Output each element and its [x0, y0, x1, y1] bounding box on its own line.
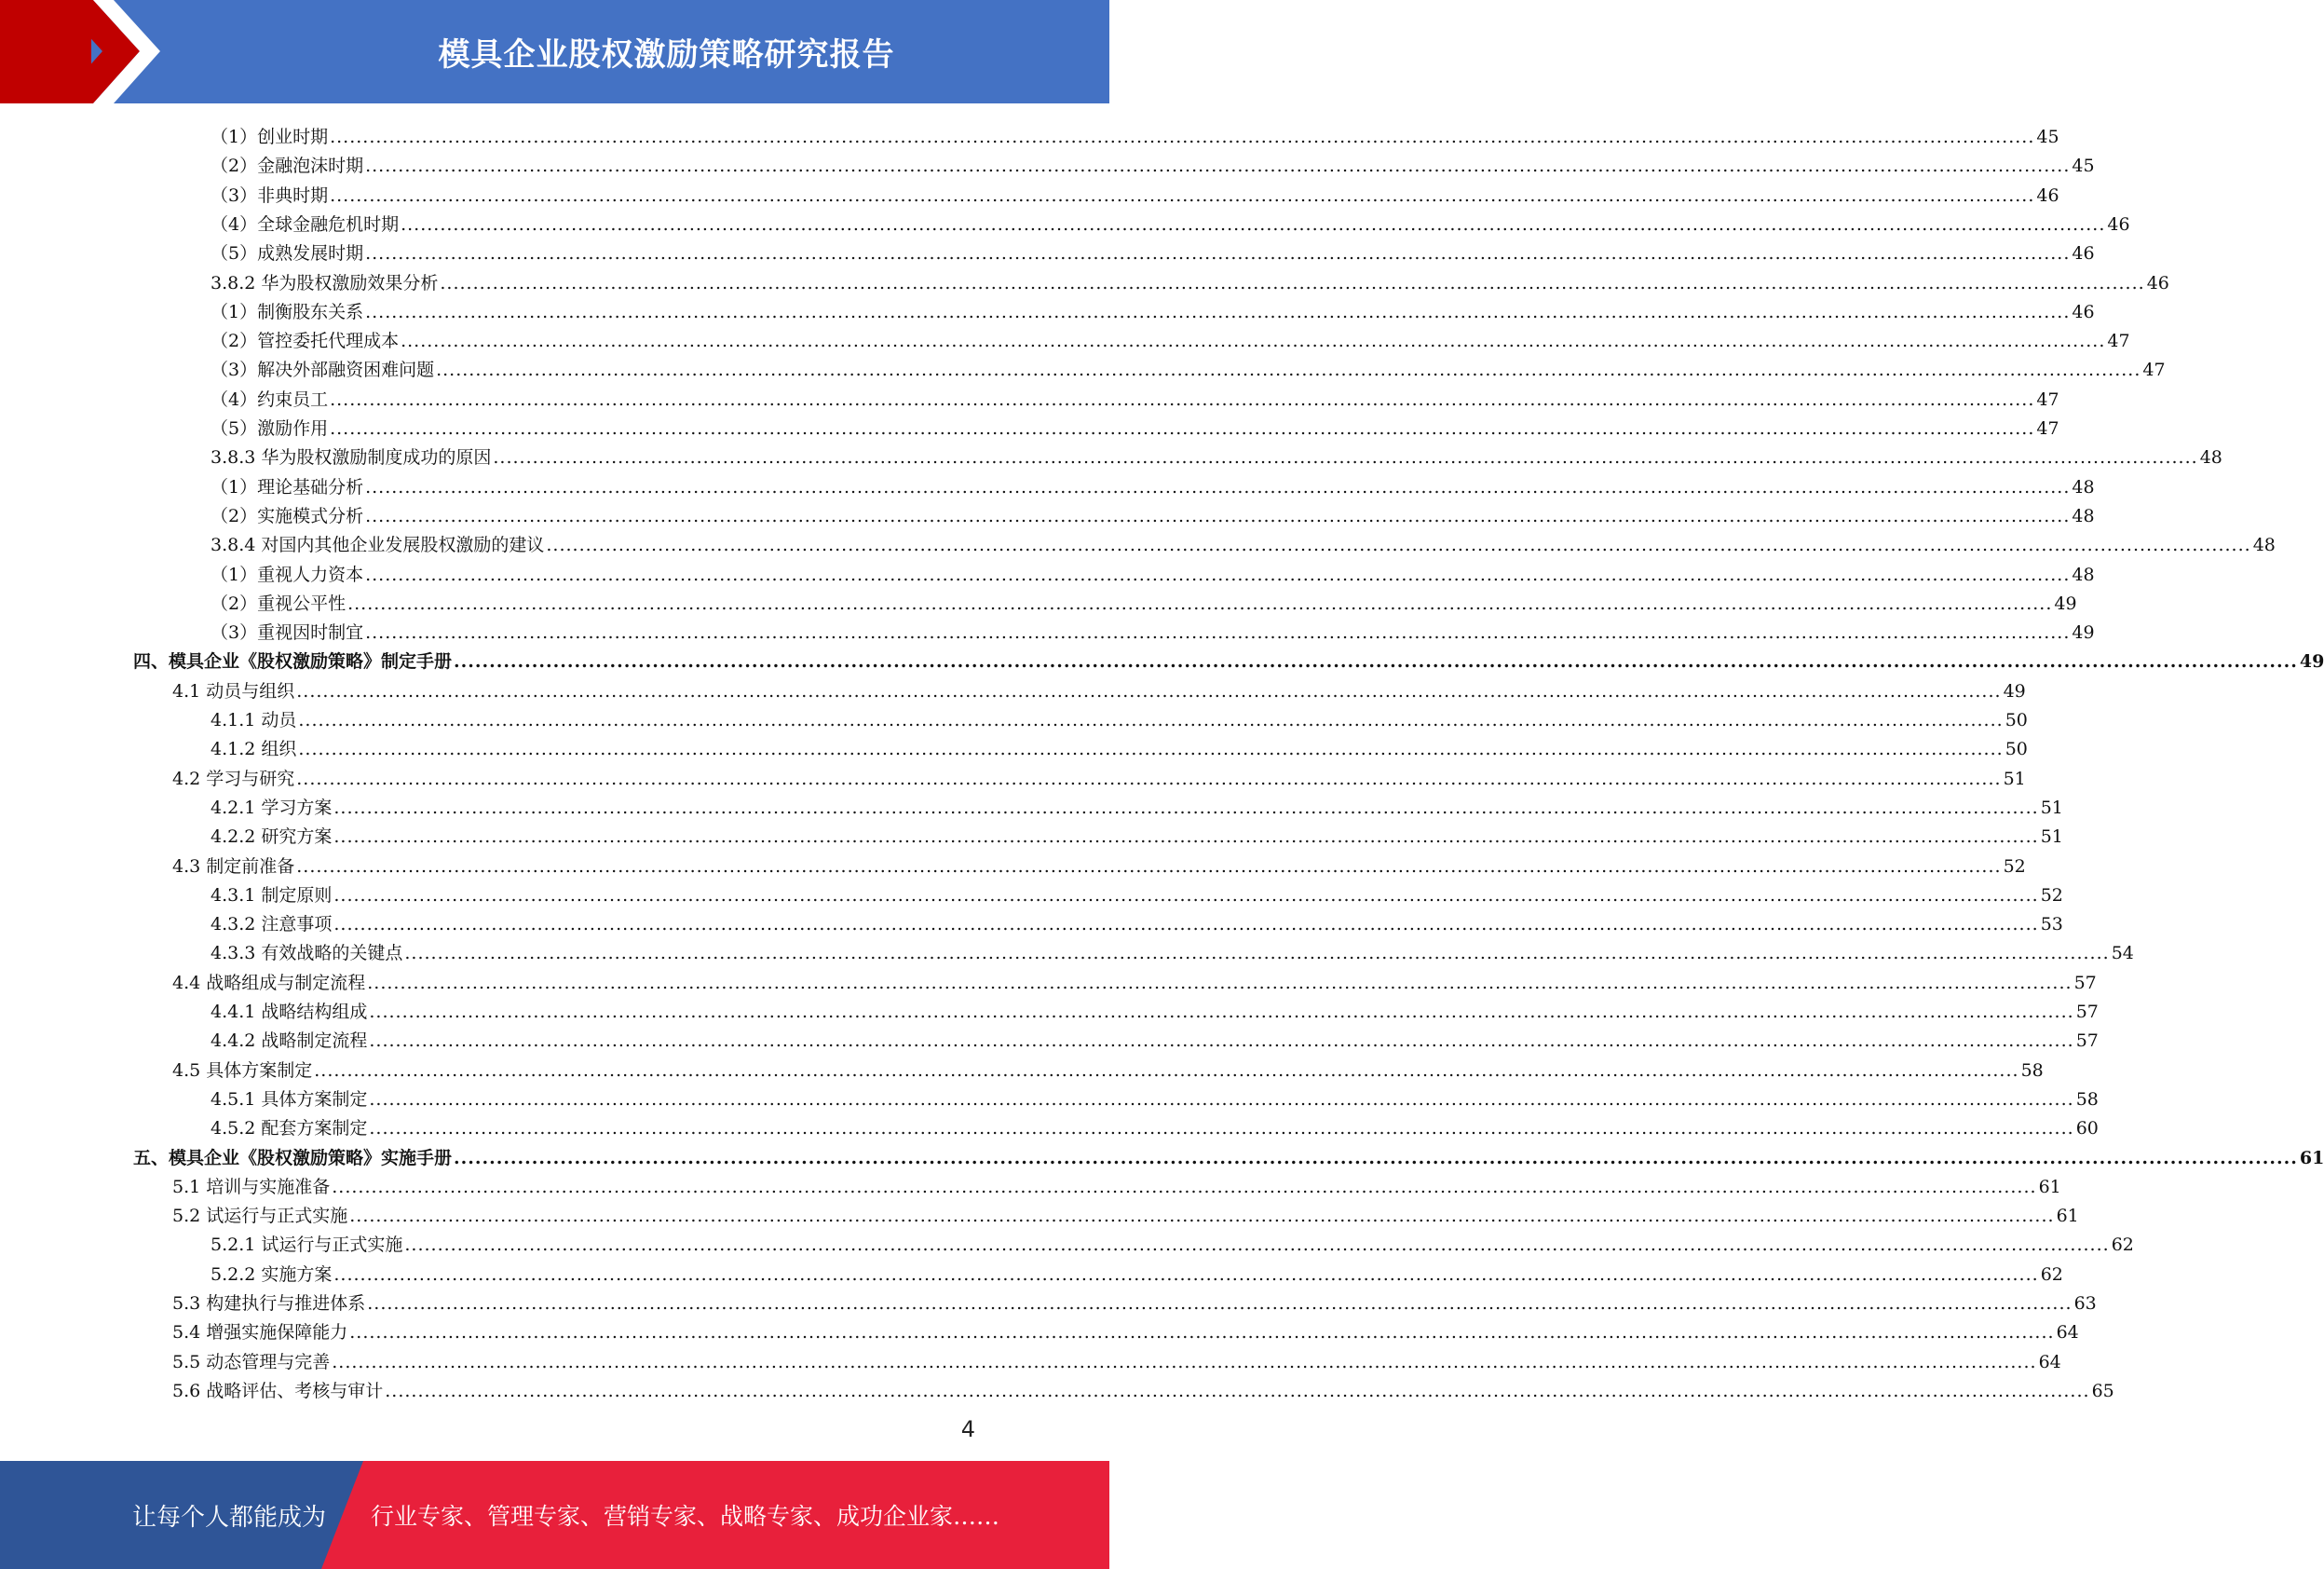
- toc-dot-leader: ....................................................................................................................................................................................................................................................................: [369, 1088, 2074, 1110]
- toc-entry-page: 51: [2003, 768, 2026, 789]
- toc-entry-label: 4.5.2 配套方案制定: [211, 1118, 368, 1139]
- toc-entry[interactable]: [133, 643, 2324, 673]
- toc-entry-label: （2）管控委托代理成本: [211, 331, 400, 352]
- toc-dot-leader: ....................................................................................................................................................................................................................................................................: [436, 360, 2141, 381]
- toc-dot-leader: ....................................................................................................................................................................................................................................................................: [314, 1059, 2019, 1081]
- toc-entry-label: 五、模具企业《股权激励策略》实施手册: [133, 1147, 453, 1168]
- toc-entry-page: 51: [2040, 797, 2063, 818]
- toc-entry[interactable]: [211, 818, 2063, 848]
- toc-entry-label: 4.4.1 战略结构组成: [211, 1002, 368, 1022]
- toc-entry[interactable]: [211, 351, 2166, 381]
- toc-entry-page: 48: [2199, 447, 2222, 469]
- page-number: 4: [960, 1416, 975, 1442]
- toc-entry-label: （3）重视因时制宜: [211, 622, 364, 644]
- toc-entry[interactable]: [172, 673, 2026, 702]
- toc-dot-leader: ....................................................................................................................................................................................................................................................................: [333, 914, 2039, 935]
- toc-dot-leader: ....................................................................................................................................................................................................................................................................: [367, 1293, 2073, 1314]
- toc-dot-leader: ....................................................................................................................................................................................................................................................................: [546, 535, 2251, 556]
- toc-dot-leader: ....................................................................................................................................................................................................................................................................: [332, 1176, 2037, 1197]
- toc-dot-leader: ....................................................................................................................................................................................................................................................................: [404, 1235, 2110, 1256]
- toc-entry[interactable]: [211, 906, 2063, 935]
- toc-entry[interactable]: [211, 935, 2134, 964]
- toc-entry-page: 46: [2036, 184, 2059, 206]
- toc-entry-label: 5.4 增强实施保障能力: [172, 1322, 348, 1344]
- toc-entry-page: 53: [2040, 914, 2063, 935]
- footer-slogan-left: 让每个人都能成为: [132, 1503, 327, 1532]
- toc-dot-leader: ....................................................................................................................................................................................................................................................................: [296, 768, 2002, 789]
- toc-dot-leader: ....................................................................................................................................................................................................................................................................: [347, 593, 2053, 614]
- toc-dot-leader: ....................................................................................................................................................................................................................................................................: [404, 943, 2110, 964]
- footer-slogan-right: 行业专家、管理专家、营销专家、战略专家、成功企业家……: [371, 1503, 1000, 1530]
- toc-dot-leader: ....................................................................................................................................................................................................................................................................: [330, 184, 2035, 206]
- toc-dot-leader: ....................................................................................................................................................................................................................................................................: [369, 1002, 2074, 1022]
- toc-entry-page: 47: [2036, 389, 2059, 410]
- toc-entry-label: （3）非典时期: [211, 184, 329, 206]
- toc-dot-leader: ....................................................................................................................................................................................................................................................................: [365, 243, 2071, 265]
- toc-entry[interactable]: [211, 1022, 2099, 1052]
- toc-entry-page: 54: [2111, 943, 2134, 964]
- toc-dot-leader: ....................................................................................................................................................................................................................................................................: [330, 389, 2035, 410]
- toc-entry-label: （5）激励作用: [211, 418, 329, 439]
- toc-entry-page: 47: [2107, 331, 2130, 352]
- toc-entry[interactable]: [211, 322, 2130, 352]
- toc-entry-page: 49: [2003, 680, 2026, 702]
- toc-entry-page: 61: [2299, 1147, 2324, 1168]
- toc-entry-page: 50: [2005, 739, 2028, 760]
- toc-entry-page: 46: [2072, 301, 2095, 322]
- toc-dot-leader: ....................................................................................................................................................................................................................................................................: [349, 1206, 2055, 1227]
- toc-entry-label: （3）解决外部融资困难问题: [211, 360, 435, 381]
- toc-dot-leader: ....................................................................................................................................................................................................................................................................: [333, 884, 2039, 906]
- toc-dot-leader: ....................................................................................................................................................................................................................................................................: [365, 301, 2071, 322]
- toc-entry[interactable]: [211, 1081, 2099, 1110]
- toc-entry[interactable]: [172, 964, 2097, 993]
- toc-entry-label: 3.8.2 华为股权激励效果分析: [211, 272, 439, 293]
- toc-entry[interactable]: [211, 147, 2095, 177]
- toc-entry-label: （1）重视人力资本: [211, 564, 364, 585]
- toc-entry-page: 48: [2072, 505, 2095, 526]
- toc-entry[interactable]: [211, 1226, 2134, 1256]
- toc-entry-page: 58: [2020, 1059, 2044, 1081]
- toc-entry-page: 63: [2073, 1293, 2097, 1314]
- toc-dot-leader: ....................................................................................................................................................................................................................................................................: [440, 272, 2145, 293]
- toc-entry-label: 5.2 试运行与正式实施: [172, 1206, 348, 1227]
- toc-dot-leader: ....................................................................................................................................................................................................................................................................: [454, 651, 2298, 673]
- toc-entry[interactable]: [211, 381, 2059, 410]
- toc-dot-leader: ....................................................................................................................................................................................................................................................................: [330, 127, 2035, 147]
- toc-dot-leader: ....................................................................................................................................................................................................................................................................: [401, 213, 2106, 235]
- toc-entry[interactable]: [172, 1314, 2079, 1344]
- toc-entry[interactable]: [211, 1110, 2099, 1139]
- toc-entry[interactable]: [172, 1285, 2097, 1314]
- toc-dot-leader: ....................................................................................................................................................................................................................................................................: [385, 1380, 2090, 1401]
- toc-dot-leader: ....................................................................................................................................................................................................................................................................: [365, 156, 2071, 177]
- footer-slant-divider: [321, 1461, 377, 1569]
- toc-entry-label: 3.8.4 对国内其他企业发展股权激励的建议: [211, 535, 545, 556]
- toc-entry-label: 5.3 构建执行与推进体系: [172, 1293, 366, 1314]
- toc-entry-label: 5.6 战略评估、考核与审计: [172, 1380, 384, 1401]
- toc-entry-label: 4.3.3 有效战略的关键点: [211, 943, 403, 964]
- toc-entry[interactable]: [211, 702, 2028, 730]
- toc-entry-label: 4.5.1 具体方案制定: [211, 1088, 368, 1110]
- toc-dot-leader: ....................................................................................................................................................................................................................................................................: [365, 564, 2071, 585]
- toc-dot-leader: ....................................................................................................................................................................................................................................................................: [298, 739, 2004, 760]
- toc-entry-page: 48: [2252, 535, 2276, 556]
- toc-entry-page: 45: [2072, 156, 2095, 177]
- toc-entry[interactable]: [211, 585, 2077, 614]
- toc-entry-page: 49: [2299, 651, 2324, 673]
- toc-entry-label: 5.5 动态管理与完善: [172, 1351, 331, 1372]
- toc-entry-label: 4.3.2 注意事项: [211, 914, 333, 935]
- toc-entry[interactable]: [211, 498, 2095, 526]
- toc-entry-label: 4.5 具体方案制定: [172, 1059, 313, 1081]
- toc-entry[interactable]: [211, 410, 2059, 439]
- toc-entry-page: 65: [2091, 1380, 2114, 1401]
- header-chevron-icon: [56, 0, 196, 103]
- toc-entry-label: （5）成熟发展时期: [211, 243, 364, 265]
- toc-entry-label: 5.2.2 实施方案: [211, 1263, 333, 1285]
- toc-entry-label: （4）约束员工: [211, 389, 329, 410]
- toc-entry-label: 四、模具企业《股权激励策略》制定手册: [133, 651, 453, 673]
- toc-entry-page: 64: [2056, 1322, 2079, 1344]
- toc-entry-page: 58: [2075, 1088, 2099, 1110]
- toc-entry-label: 4.1 动员与组织: [172, 680, 295, 702]
- toc-entry-label: （1）制衡股东关系: [211, 301, 364, 322]
- toc-entry-label: 4.4.2 战略制定流程: [211, 1030, 368, 1052]
- toc-entry-label: 4.2.1 学习方案: [211, 797, 333, 818]
- toc-entry-page: 62: [2040, 1263, 2063, 1285]
- toc-dot-leader: ....................................................................................................................................................................................................................................................................: [349, 1322, 2055, 1344]
- toc-entry-label: （2）金融泡沫时期: [211, 156, 364, 177]
- toc-entry[interactable]: [172, 1168, 2061, 1197]
- toc-entry-label: 4.2.2 研究方案: [211, 826, 333, 848]
- toc-entry-label: 4.1.1 动员: [211, 710, 297, 730]
- toc-entry[interactable]: [211, 265, 2169, 293]
- toc-entry-label: 5.2.1 试运行与正式实施: [211, 1235, 403, 1256]
- toc-entry-page: 61: [2038, 1176, 2061, 1197]
- toc-entry[interactable]: [211, 789, 2063, 818]
- toc-dot-leader: ....................................................................................................................................................................................................................................................................: [333, 797, 2039, 818]
- toc-dot-leader: ....................................................................................................................................................................................................................................................................: [298, 710, 2004, 730]
- toc-entry-page: 51: [2040, 826, 2063, 848]
- toc-entry-label: （2）重视公平性: [211, 593, 347, 614]
- toc-entry-page: 46: [2146, 272, 2169, 293]
- toc-entry-label: 4.2 学习与研究: [172, 768, 295, 789]
- toc-entry[interactable]: [172, 848, 2026, 877]
- toc-entry-page: 47: [2142, 360, 2166, 381]
- toc-entry[interactable]: [211, 877, 2063, 906]
- toc-entry-page: 62: [2111, 1235, 2134, 1256]
- toc-entry-page: 52: [2003, 855, 2026, 877]
- toc-entry-label: （1）创业时期: [211, 127, 329, 147]
- toc-entry[interactable]: [172, 760, 2026, 789]
- toc-entry-page: 64: [2038, 1351, 2061, 1372]
- toc-entry-page: 46: [2107, 213, 2130, 235]
- toc-entry[interactable]: [211, 614, 2095, 644]
- toc-entry-page: 49: [2054, 593, 2077, 614]
- toc-entry-page: 49: [2072, 622, 2095, 644]
- toc-entry[interactable]: [211, 177, 2059, 206]
- toc-entry-page: 60: [2075, 1118, 2099, 1139]
- toc-entry-label: 3.8.3 华为股权激励制度成功的原因: [211, 447, 492, 469]
- toc-entry-label: 4.1.2 组织: [211, 739, 297, 760]
- toc-entry-page: 52: [2040, 884, 2063, 906]
- toc-entry[interactable]: [211, 526, 2276, 556]
- toc-entry[interactable]: [211, 293, 2095, 322]
- toc-dot-leader: ....................................................................................................................................................................................................................................................................: [369, 1118, 2074, 1139]
- toc-entry[interactable]: [211, 439, 2222, 469]
- toc-dot-leader: ....................................................................................................................................................................................................................................................................: [332, 1351, 2037, 1372]
- toc-entry-label: （2）实施模式分析: [211, 505, 364, 526]
- toc-entry-page: 57: [2073, 972, 2097, 993]
- toc-dot-leader: ....................................................................................................................................................................................................................................................................: [333, 826, 2039, 848]
- toc-entry-page: 47: [2036, 418, 2059, 439]
- toc-entry-page: 48: [2072, 564, 2095, 585]
- toc-dot-leader: ....................................................................................................................................................................................................................................................................: [333, 1263, 2039, 1285]
- toc-entry-page: 57: [2075, 1030, 2099, 1052]
- toc-entry[interactable]: [211, 235, 2095, 265]
- toc-entry-label: 4.4 战略组成与制定流程: [172, 972, 366, 993]
- toc-entry-label: （4）全球金融危机时期: [211, 213, 400, 235]
- toc-dot-leader: ....................................................................................................................................................................................................................................................................: [367, 972, 2073, 993]
- toc-entry-page: 45: [2036, 127, 2059, 147]
- toc-dot-leader: ....................................................................................................................................................................................................................................................................: [330, 418, 2035, 439]
- toc-entry[interactable]: [172, 1344, 2061, 1372]
- toc-entry-label: （1）理论基础分析: [211, 476, 364, 498]
- toc-entry-page: 50: [2005, 710, 2028, 730]
- toc-dot-leader: ....................................................................................................................................................................................................................................................................: [493, 447, 2198, 469]
- toc-entry-label: 5.1 培训与实施准备: [172, 1176, 331, 1197]
- toc-dot-leader: ....................................................................................................................................................................................................................................................................: [401, 331, 2106, 352]
- toc-entry[interactable]: [172, 1052, 2044, 1081]
- toc-entry[interactable]: [211, 469, 2095, 498]
- toc-entry[interactable]: [172, 1197, 2079, 1227]
- toc-dot-leader: ....................................................................................................................................................................................................................................................................: [369, 1030, 2074, 1052]
- page-header: [0, 0, 1109, 103]
- toc-dot-leader: ....................................................................................................................................................................................................................................................................: [454, 1147, 2298, 1168]
- toc-entry[interactable]: [211, 556, 2095, 585]
- toc-entry[interactable]: [211, 118, 2059, 147]
- toc-entry[interactable]: [211, 993, 2099, 1022]
- toc-dot-leader: ....................................................................................................................................................................................................................................................................: [365, 505, 2071, 526]
- toc-dot-leader: ....................................................................................................................................................................................................................................................................: [296, 680, 2002, 702]
- toc-entry-page: 48: [2072, 476, 2095, 498]
- toc-entry[interactable]: [211, 206, 2130, 235]
- toc-entry[interactable]: [172, 1372, 2114, 1401]
- toc-entry[interactable]: [211, 1256, 2063, 1285]
- toc-entry-label: 4.3 制定前准备: [172, 855, 295, 877]
- toc-entry[interactable]: [133, 1139, 2324, 1168]
- toc-entry-label: 4.3.1 制定原则: [211, 884, 333, 906]
- toc-dot-leader: ....................................................................................................................................................................................................................................................................: [365, 622, 2071, 644]
- page-footer: [0, 1461, 1109, 1569]
- toc-dot-leader: ....................................................................................................................................................................................................................................................................: [296, 855, 2002, 877]
- toc-dot-leader: ....................................................................................................................................................................................................................................................................: [365, 476, 2071, 498]
- toc-entry-page: 61: [2056, 1206, 2079, 1227]
- toc-entry-page: 57: [2075, 1002, 2099, 1022]
- toc-entry-page: 46: [2072, 243, 2095, 265]
- document-title: 模具企业股权激励策略研究报告: [438, 36, 895, 74]
- toc-entry[interactable]: [211, 730, 2028, 760]
